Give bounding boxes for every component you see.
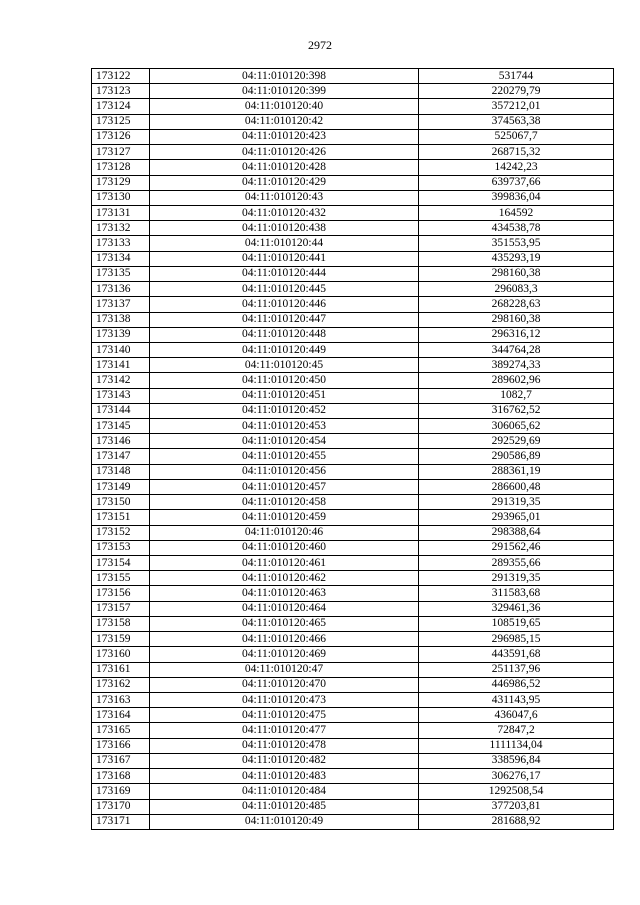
value-cell: 296083,3 xyxy=(419,282,614,297)
cadastral-number-cell: 04:11:010120:432 xyxy=(150,205,419,220)
row-number-cell: 173157 xyxy=(92,601,150,616)
table-row xyxy=(92,114,614,129)
table-row xyxy=(92,342,614,357)
row-number-cell: 173127 xyxy=(92,145,150,160)
value-cell: 1111134,04 xyxy=(419,738,614,753)
value-cell: 311583,68 xyxy=(419,586,614,601)
row-number-cell: 173122 xyxy=(92,69,150,84)
value-cell: 281688,92 xyxy=(419,814,614,829)
table-row xyxy=(92,525,614,540)
cadastral-number-cell: 04:11:010120:447 xyxy=(150,312,419,327)
table-row xyxy=(92,540,614,555)
cadastral-number-cell: 04:11:010120:466 xyxy=(150,632,419,647)
cadastral-number-cell: 04:11:010120:458 xyxy=(150,495,419,510)
row-number-cell: 173124 xyxy=(92,99,150,114)
value-cell: 338596,84 xyxy=(419,753,614,768)
cadastral-number-cell: 04:11:010120:477 xyxy=(150,723,419,738)
row-number-cell: 173134 xyxy=(92,251,150,266)
row-number-cell: 173151 xyxy=(92,510,150,525)
table-row xyxy=(92,205,614,220)
value-cell: 291319,35 xyxy=(419,495,614,510)
table-row xyxy=(92,69,614,84)
table-row xyxy=(92,723,614,738)
row-number-cell: 173167 xyxy=(92,753,150,768)
table-row xyxy=(92,677,614,692)
row-number-cell: 173144 xyxy=(92,403,150,418)
row-number-cell: 173147 xyxy=(92,449,150,464)
row-number-cell: 173168 xyxy=(92,769,150,784)
cadastral-number-cell: 04:11:010120:457 xyxy=(150,479,419,494)
table-row xyxy=(92,434,614,449)
cadastral-number-cell: 04:11:010120:456 xyxy=(150,464,419,479)
table-row xyxy=(92,647,614,662)
value-cell: 298160,38 xyxy=(419,266,614,281)
page-number: 2972 xyxy=(308,38,332,52)
table-row xyxy=(92,327,614,342)
value-cell: 291562,46 xyxy=(419,540,614,555)
cadastral-number-cell: 04:11:010120:445 xyxy=(150,282,419,297)
table-row xyxy=(92,479,614,494)
cadastral-number-cell: 04:11:010120:464 xyxy=(150,601,419,616)
cadastral-number-cell: 04:11:010120:461 xyxy=(150,556,419,571)
value-cell: 268715,32 xyxy=(419,145,614,160)
table-row xyxy=(92,190,614,205)
row-number-cell: 173171 xyxy=(92,814,150,829)
table-row xyxy=(92,769,614,784)
cadastral-number-cell: 04:11:010120:475 xyxy=(150,708,419,723)
table-row xyxy=(92,145,614,160)
value-cell: 14242,23 xyxy=(419,160,614,175)
row-number-cell: 173126 xyxy=(92,129,150,144)
value-cell: 344764,28 xyxy=(419,342,614,357)
row-number-cell: 173152 xyxy=(92,525,150,540)
row-number-cell: 173159 xyxy=(92,632,150,647)
cadastral-number-cell: 04:11:010120:450 xyxy=(150,373,419,388)
row-number-cell: 173154 xyxy=(92,556,150,571)
cadastral-number-cell: 04:11:010120:482 xyxy=(150,753,419,768)
cadastral-number-cell: 04:11:010120:473 xyxy=(150,692,419,707)
cadastral-number-cell: 04:11:010120:459 xyxy=(150,510,419,525)
table-row xyxy=(92,708,614,723)
cadastral-number-cell: 04:11:010120:423 xyxy=(150,129,419,144)
value-cell: 289602,96 xyxy=(419,373,614,388)
table-row xyxy=(92,129,614,144)
cadastral-number-cell: 04:11:010120:463 xyxy=(150,586,419,601)
row-number-cell: 173163 xyxy=(92,692,150,707)
cadastral-number-cell: 04:11:010120:428 xyxy=(150,160,419,175)
row-number-cell: 173161 xyxy=(92,662,150,677)
table-row xyxy=(92,571,614,586)
cadastral-number-cell: 04:11:010120:426 xyxy=(150,145,419,160)
value-cell: 399836,04 xyxy=(419,190,614,205)
value-cell: 296985,15 xyxy=(419,632,614,647)
row-number-cell: 173164 xyxy=(92,708,150,723)
table-row xyxy=(92,358,614,373)
row-number-cell: 173153 xyxy=(92,540,150,555)
row-number-cell: 173123 xyxy=(92,84,150,99)
value-cell: 374563,38 xyxy=(419,114,614,129)
value-cell: 268228,63 xyxy=(419,297,614,312)
value-cell: 377203,81 xyxy=(419,799,614,814)
row-number-cell: 173166 xyxy=(92,738,150,753)
table-row xyxy=(92,388,614,403)
table-row xyxy=(92,419,614,434)
cadastral-number-cell: 04:11:010120:44 xyxy=(150,236,419,251)
value-cell: 292529,69 xyxy=(419,434,614,449)
table-row xyxy=(92,312,614,327)
row-number-cell: 173137 xyxy=(92,297,150,312)
row-number-cell: 173146 xyxy=(92,434,150,449)
table-row xyxy=(92,266,614,281)
value-cell: 435293,19 xyxy=(419,251,614,266)
table-row xyxy=(92,251,614,266)
table-row xyxy=(92,373,614,388)
row-number-cell: 173145 xyxy=(92,419,150,434)
table-row xyxy=(92,495,614,510)
table-row xyxy=(92,799,614,814)
cadastral-number-cell: 04:11:010120:465 xyxy=(150,616,419,631)
table-row xyxy=(92,784,614,799)
cadastral-number-cell: 04:11:010120:45 xyxy=(150,358,419,373)
table-row xyxy=(92,175,614,190)
value-cell: 296316,12 xyxy=(419,327,614,342)
value-cell: 329461,36 xyxy=(419,601,614,616)
cadastral-number-cell: 04:11:010120:483 xyxy=(150,769,419,784)
row-number-cell: 173160 xyxy=(92,647,150,662)
value-cell: 316762,52 xyxy=(419,403,614,418)
row-number-cell: 173155 xyxy=(92,571,150,586)
row-number-cell: 173131 xyxy=(92,205,150,220)
cadastral-number-cell: 04:11:010120:399 xyxy=(150,84,419,99)
cadastral-number-cell: 04:11:010120:470 xyxy=(150,677,419,692)
cadastral-number-cell: 04:11:010120:47 xyxy=(150,662,419,677)
table-row xyxy=(92,236,614,251)
value-cell: 291319,35 xyxy=(419,571,614,586)
value-cell: 639737,66 xyxy=(419,175,614,190)
cadastral-number-cell: 04:11:010120:462 xyxy=(150,571,419,586)
cadastral-number-cell: 04:11:010120:460 xyxy=(150,540,419,555)
table-row xyxy=(92,221,614,236)
row-number-cell: 173128 xyxy=(92,160,150,175)
cadastral-number-cell: 04:11:010120:485 xyxy=(150,799,419,814)
cadastral-number-cell: 04:11:010120:449 xyxy=(150,342,419,357)
value-cell: 289355,66 xyxy=(419,556,614,571)
row-number-cell: 173129 xyxy=(92,175,150,190)
registry-table xyxy=(91,68,614,830)
row-number-cell: 173158 xyxy=(92,616,150,631)
value-cell: 431143,95 xyxy=(419,692,614,707)
table-body xyxy=(92,69,614,830)
table-row xyxy=(92,632,614,647)
value-cell: 531744 xyxy=(419,69,614,84)
cadastral-number-cell: 04:11:010120:451 xyxy=(150,388,419,403)
cadastral-number-cell: 04:11:010120:469 xyxy=(150,647,419,662)
row-number-cell: 173149 xyxy=(92,479,150,494)
table-row xyxy=(92,297,614,312)
row-number-cell: 173143 xyxy=(92,388,150,403)
value-cell: 298160,38 xyxy=(419,312,614,327)
value-cell: 357212,01 xyxy=(419,99,614,114)
cadastral-number-cell: 04:11:010120:453 xyxy=(150,419,419,434)
value-cell: 220279,79 xyxy=(419,84,614,99)
value-cell: 351553,95 xyxy=(419,236,614,251)
table-row xyxy=(92,84,614,99)
row-number-cell: 173139 xyxy=(92,327,150,342)
cadastral-number-cell: 04:11:010120:49 xyxy=(150,814,419,829)
table-row xyxy=(92,556,614,571)
table-row xyxy=(92,586,614,601)
row-number-cell: 173170 xyxy=(92,799,150,814)
cadastral-number-cell: 04:11:010120:441 xyxy=(150,251,419,266)
value-cell: 288361,19 xyxy=(419,464,614,479)
row-number-cell: 173133 xyxy=(92,236,150,251)
value-cell: 306276,17 xyxy=(419,769,614,784)
row-number-cell: 173142 xyxy=(92,373,150,388)
table-row xyxy=(92,662,614,677)
row-number-cell: 173136 xyxy=(92,282,150,297)
cadastral-number-cell: 04:11:010120:43 xyxy=(150,190,419,205)
table-row xyxy=(92,282,614,297)
table-row xyxy=(92,616,614,631)
cadastral-number-cell: 04:11:010120:398 xyxy=(150,69,419,84)
value-cell: 164592 xyxy=(419,205,614,220)
cadastral-number-cell: 04:11:010120:448 xyxy=(150,327,419,342)
row-number-cell: 173141 xyxy=(92,358,150,373)
cadastral-number-cell: 04:11:010120:429 xyxy=(150,175,419,190)
cadastral-number-cell: 04:11:010120:446 xyxy=(150,297,419,312)
table-row xyxy=(92,510,614,525)
cadastral-number-cell: 04:11:010120:454 xyxy=(150,434,419,449)
cadastral-number-cell: 04:11:010120:452 xyxy=(150,403,419,418)
value-cell: 443591,68 xyxy=(419,647,614,662)
cadastral-number-cell: 04:11:010120:444 xyxy=(150,266,419,281)
table-row xyxy=(92,449,614,464)
table-row xyxy=(92,814,614,829)
value-cell: 298388,64 xyxy=(419,525,614,540)
row-number-cell: 173150 xyxy=(92,495,150,510)
value-cell: 290586,89 xyxy=(419,449,614,464)
row-number-cell: 173165 xyxy=(92,723,150,738)
row-number-cell: 173156 xyxy=(92,586,150,601)
cadastral-number-cell: 04:11:010120:46 xyxy=(150,525,419,540)
row-number-cell: 173138 xyxy=(92,312,150,327)
table-row xyxy=(92,692,614,707)
cadastral-number-cell: 04:11:010120:42 xyxy=(150,114,419,129)
cadastral-number-cell: 04:11:010120:438 xyxy=(150,221,419,236)
table-row xyxy=(92,160,614,175)
table-row xyxy=(92,753,614,768)
value-cell: 1292508,54 xyxy=(419,784,614,799)
value-cell: 525067,7 xyxy=(419,129,614,144)
table-row xyxy=(92,99,614,114)
value-cell: 286600,48 xyxy=(419,479,614,494)
value-cell: 293965,01 xyxy=(419,510,614,525)
value-cell: 436047,6 xyxy=(419,708,614,723)
row-number-cell: 173130 xyxy=(92,190,150,205)
table-row xyxy=(92,403,614,418)
row-number-cell: 173140 xyxy=(92,342,150,357)
value-cell: 251137,96 xyxy=(419,662,614,677)
value-cell: 446986,52 xyxy=(419,677,614,692)
value-cell: 389274,33 xyxy=(419,358,614,373)
table-row xyxy=(92,738,614,753)
value-cell: 306065,62 xyxy=(419,419,614,434)
value-cell: 108519,65 xyxy=(419,616,614,631)
row-number-cell: 173132 xyxy=(92,221,150,236)
cadastral-number-cell: 04:11:010120:484 xyxy=(150,784,419,799)
value-cell: 1082,7 xyxy=(419,388,614,403)
row-number-cell: 173169 xyxy=(92,784,150,799)
table-row xyxy=(92,601,614,616)
row-number-cell: 173148 xyxy=(92,464,150,479)
cadastral-number-cell: 04:11:010120:40 xyxy=(150,99,419,114)
row-number-cell: 173135 xyxy=(92,266,150,281)
value-cell: 72847,2 xyxy=(419,723,614,738)
row-number-cell: 173162 xyxy=(92,677,150,692)
cadastral-number-cell: 04:11:010120:478 xyxy=(150,738,419,753)
cadastral-number-cell: 04:11:010120:455 xyxy=(150,449,419,464)
table-row xyxy=(92,464,614,479)
value-cell: 434538,78 xyxy=(419,221,614,236)
row-number-cell: 173125 xyxy=(92,114,150,129)
